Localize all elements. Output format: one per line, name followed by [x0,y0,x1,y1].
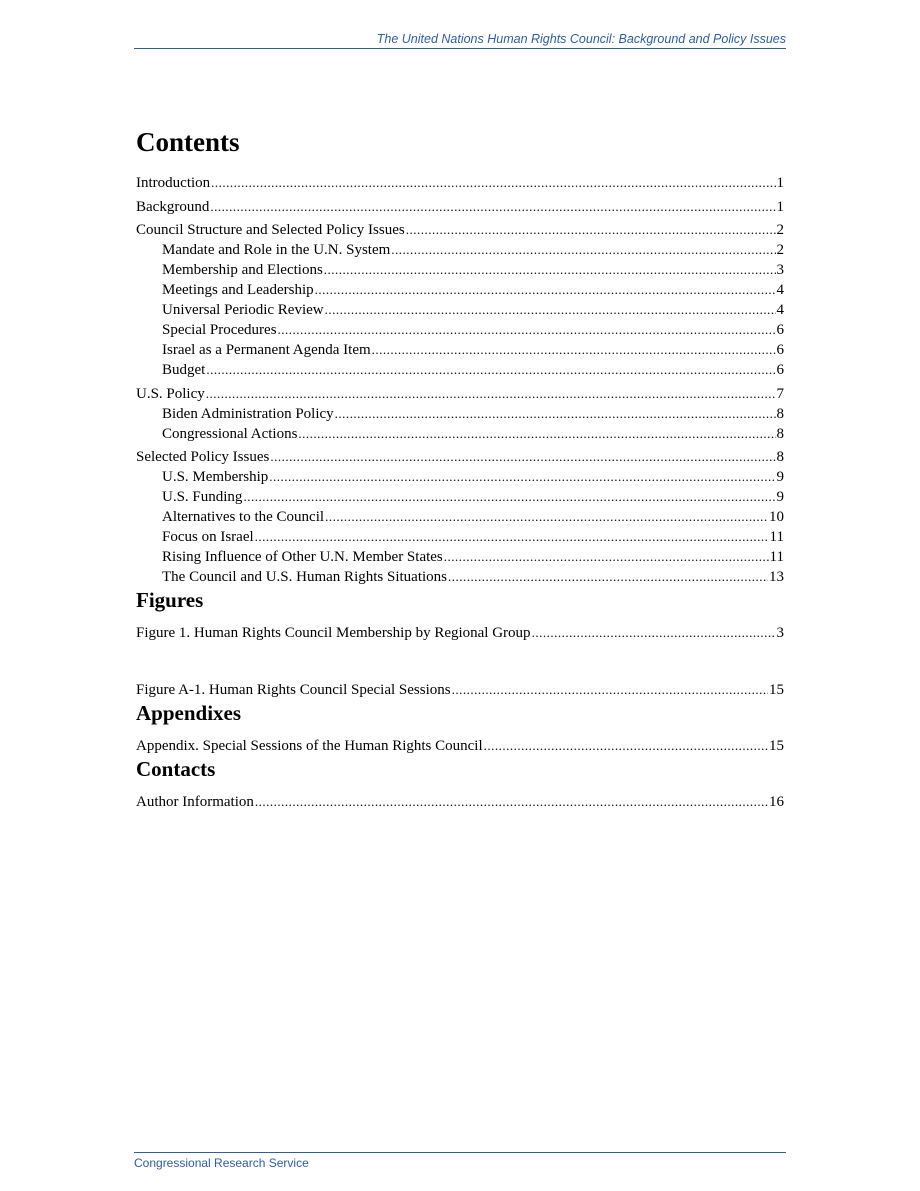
dot-leader [335,404,776,423]
toc-entry-label: Biden Administration Policy [162,405,334,422]
toc-entry-label: Special Procedures [162,322,277,338]
toc-entry-label: Figure 1. Human Rights Council Membership by Regional Group [136,625,531,641]
toc-entry-alternatives-to-council[interactable] [136,507,784,527]
toc-entry-label: Focus on Israel [162,529,254,545]
contents-heading: Contents [136,127,240,157]
dot-leader [406,220,776,239]
dot-leader [325,300,776,319]
dot-leader [255,792,768,811]
dot-leader [444,547,769,566]
toc-entry-membership-and-elections[interactable] [136,260,784,280]
toc-entry-page: 6 [776,342,784,358]
toc-entry-congressional-actions[interactable] [136,424,784,444]
toc-entry-page: 16 [769,794,784,810]
figures-list [136,623,784,700]
toc-entry-us-funding[interactable] [136,487,784,507]
toc-entry-label: Appendix. Special Sessions of the Human Rights Council [136,738,483,754]
toc-entry-figure-1[interactable] [136,623,784,643]
toc-entry-selected-policy-issues[interactable] [136,447,784,467]
contents-list [136,173,784,587]
toc-entry-mandate-and-role[interactable] [136,240,784,260]
dot-leader [325,507,768,526]
toc-entry-label: Selected Policy Issues [136,449,270,465]
appendixes-heading: Appendixes [136,701,242,725]
toc-entry-label: Membership and Elections [162,262,323,278]
dot-leader [448,567,768,586]
dot-leader [255,527,769,546]
toc-entry-label: Israel as a Permanent Agenda Item [162,342,371,358]
toc-entry-page: 7 [776,385,784,402]
dot-leader [315,280,776,299]
toc-entry-label: Background [136,198,210,215]
toc-entry-label: Universal Periodic Review [162,302,324,318]
document-body [136,125,784,812]
toc-entry-label: Alternatives to the Council [162,509,325,525]
toc-entry-label: Council Structure and Selected Policy Issues [136,222,405,238]
contacts-list [136,792,784,812]
running-header: The United Nations Human Rights Council: Background and Policy Issues [134,32,786,49]
toc-entry-us-human-rights-situations[interactable] [136,567,784,587]
toc-entry-us-policy[interactable] [136,384,784,404]
toc-entry-page: 2 [776,242,784,258]
toc-entry-meetings-and-leadership[interactable] [136,280,784,300]
toc-entry-introduction[interactable] [136,173,784,193]
toc-entry-label: Meetings and Leadership [162,282,314,298]
toc-entry-label: Rising Influence of Other U.N. Member States [162,549,443,565]
toc-entry-label: U.S. Membership [162,469,269,485]
toc-entry-page: 8 [776,405,784,422]
toc-entry-label: Congressional Actions [162,425,298,442]
toc-entry-page: 15 [769,738,784,754]
toc-entry-page: 13 [769,569,784,585]
dot-leader [206,384,776,403]
toc-entry-label: U.S. Policy [136,385,205,402]
toc-entry-page: 1 [776,198,784,215]
dot-leader [211,173,775,192]
toc-entry-label: Mandate and Role in the U.N. System [162,242,391,258]
dot-leader [532,623,776,642]
dot-leader [452,680,768,699]
toc-entry-page: 3 [776,625,784,641]
toc-entry-page: 11 [769,549,784,565]
dot-leader [210,197,775,216]
toc-entry-council-structure[interactable] [136,220,784,240]
toc-entry-special-procedures[interactable] [136,320,784,340]
dot-leader [298,424,775,443]
toc-entry-universal-periodic-review[interactable] [136,300,784,320]
toc-entry-page: 9 [776,489,784,505]
toc-entry-biden-administration-policy[interactable] [136,404,784,424]
toc-entry-page: 6 [776,362,784,378]
dot-leader [243,487,775,506]
dot-leader [391,240,775,259]
toc-entry-budget[interactable] [136,360,784,380]
toc-entry-page: 15 [769,682,784,698]
dot-leader [484,736,768,755]
dot-leader [324,260,776,279]
toc-entry-figure-a1[interactable] [136,680,784,700]
dot-leader [372,340,776,359]
figures-heading: Figures [136,588,204,612]
toc-entry-author-information[interactable] [136,792,784,812]
toc-entry-us-membership[interactable] [136,467,784,487]
toc-entry-page: 1 [776,175,784,191]
toc-entry-label: Budget [162,362,206,378]
toc-entry-page: 4 [776,302,784,318]
appendixes-list [136,736,784,756]
toc-entry-page: 10 [769,509,784,525]
dot-leader [206,360,775,379]
contacts-heading: Contacts [136,757,216,781]
toc-entry-rising-influence[interactable] [136,547,784,567]
toc-entry-page: 3 [776,262,784,278]
toc-entry-appendix[interactable] [136,736,784,756]
toc-entry-israel-agenda-item[interactable] [136,340,784,360]
toc-entry-page: 8 [776,449,784,465]
page-footer: Congressional Research Service [134,1152,786,1170]
toc-entry-page: 8 [776,425,784,442]
dot-leader [270,447,775,466]
toc-entry-page: 9 [776,469,784,485]
toc-entry-label: U.S. Funding [162,489,243,505]
toc-entry-page: 11 [769,529,784,545]
dot-leader [278,320,776,339]
dot-leader [269,467,775,486]
toc-entry-page: 4 [776,282,784,298]
toc-entry-label: Introduction [136,175,211,191]
toc-entry-page: 6 [776,322,784,338]
toc-entry-page: 2 [776,222,784,238]
toc-entry-background[interactable] [136,197,784,217]
toc-entry-focus-on-israel[interactable] [136,527,784,547]
toc-entry-label: The Council and U.S. Human Rights Situations [162,569,447,585]
toc-entry-label: Author Information [136,794,254,810]
toc-entry-label: Figure A-1. Human Rights Council Special Sessions [136,682,451,698]
